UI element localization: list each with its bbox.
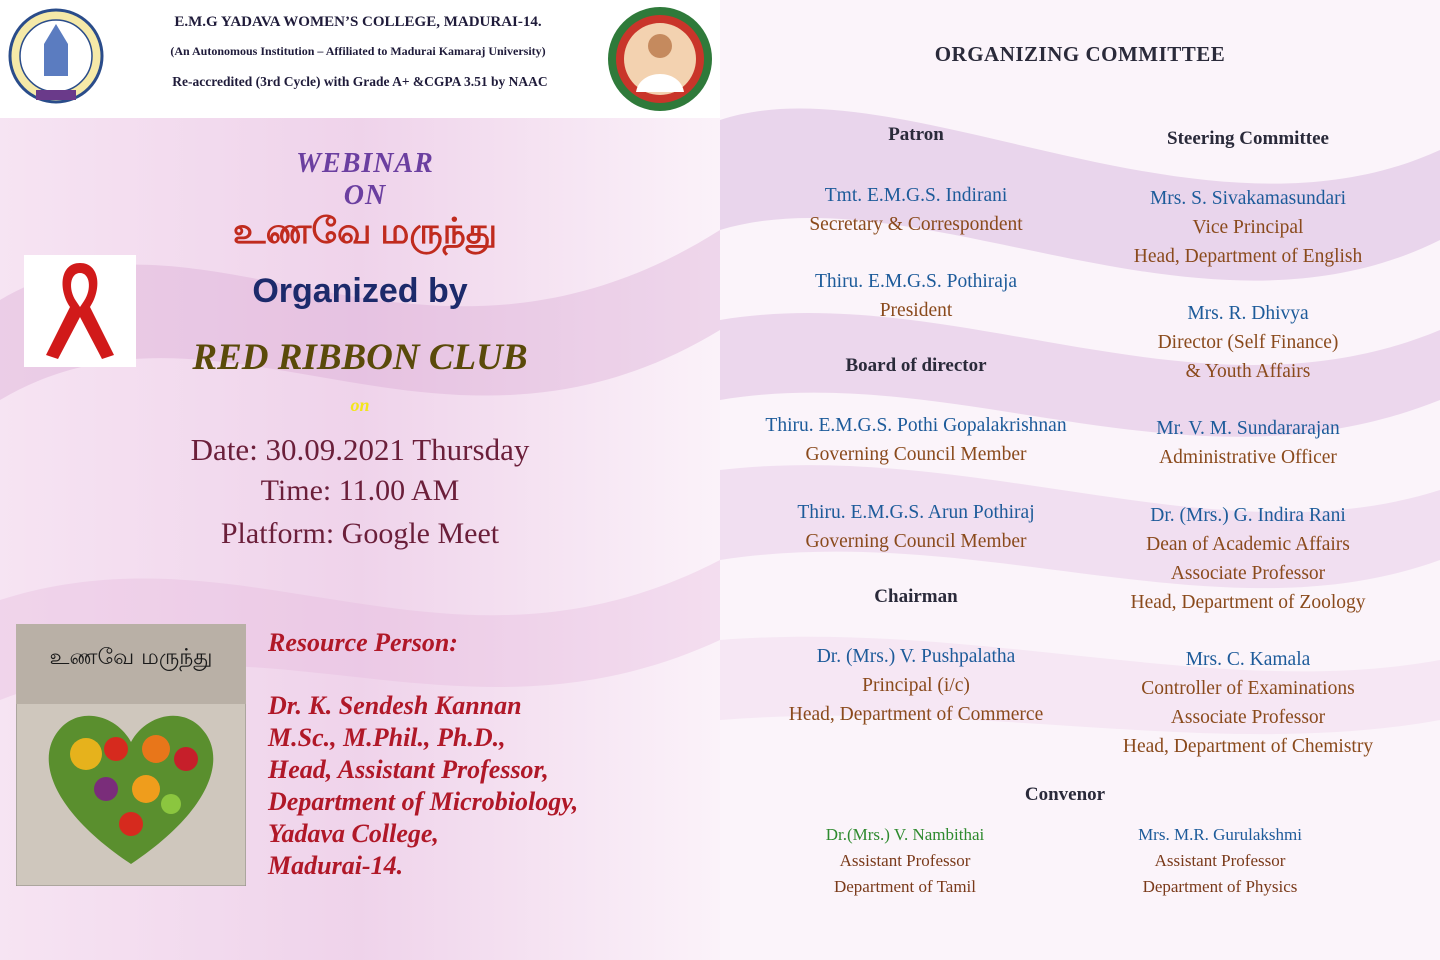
patron-2-role: President [879,300,953,321]
patron-1-role: Secretary & Correspondent [809,214,1023,235]
board-heading: Board of director [845,355,987,376]
convenor-2-role-2: Department of Physics [1142,877,1298,896]
steering-1-role-2: Head, Department of English [1133,246,1363,267]
board-1-name: Thiru. E.M.G.S. Pothi Gopalakrishnan [765,415,1067,436]
convenor-1 [760,822,1050,900]
steering-3-role-1: Administrative Officer [1159,447,1337,468]
patron-1 [716,181,1116,239]
resource-city: Madurai-14. [268,851,404,880]
event-time: Time: 11.00 AM [260,474,460,507]
patron-2 [716,267,1116,325]
college-name: E.M.G YADAVA WOMEN’S COLLEGE, MADURAI-14. [174,14,542,30]
resource-person-title: Resource Person: [268,628,458,657]
convenor-1-role-2: Department of Tamil [833,877,976,896]
webinar-heading [230,148,500,212]
convenor-1-name: Dr.(Mrs.) V. Nambithai [825,825,985,844]
steering-5 [1080,645,1416,761]
convenor-heading: Convenor [1024,784,1106,805]
chairman-role-1: Principal (i/c) [862,675,970,696]
resource-college: Yadava College, [268,819,439,848]
board-2-role: Governing Council Member [805,531,1027,552]
steering-3-name: Mr. V. M. Sundararajan [1156,418,1340,439]
organized-by: Organized by [252,272,468,310]
event-platform: Platform: Google Meet [220,517,500,550]
resource-degree: M.Sc., M.Phil., Ph.D., [268,723,506,752]
steering-1 [1080,184,1416,271]
patron-heading: Patron [888,124,944,145]
webinar-line-2: ON [343,180,387,211]
steering-4-name: Dr. (Mrs.) G. Indira Rani [1150,505,1346,526]
convenor-2-role-1: Assistant Professor [1154,851,1286,870]
steering-2-name: Mrs. R. Dhivya [1187,303,1309,324]
convenor-1-role-1: Assistant Professor [839,851,971,870]
steering-4-role-1: Dean of Academic Affairs [1146,534,1350,555]
steering-2-role-1: Director (Self Finance) [1157,332,1339,353]
steering-5-role-2: Associate Professor [1170,707,1326,728]
steering-2 [1080,299,1416,386]
steering-1-name: Mrs. S. Sivakamasundari [1149,188,1347,209]
food-heart-image [16,624,246,886]
steering-1-role-1: Vice Principal [1192,217,1304,238]
steering-4-role-3: Head, Department of Zoology [1130,592,1366,613]
red-ribbon-icon [24,255,136,367]
board-2-name: Thiru. E.M.G.S. Arun Pothiraj [797,502,1035,523]
patron-1-name: Tmt. E.M.G.S. Indirani [824,185,1008,206]
committee-title: ORGANIZING COMMITTEE [934,42,1226,66]
steering-4 [1080,501,1416,617]
resource-position: Head, Assistant Professor, [268,755,549,784]
steering-5-role-1: Controller of Examinations [1141,678,1355,699]
convenor-2-name: Mrs. M.R. Gurulakshmi [1138,825,1302,844]
resource-person-details [268,690,578,882]
steering-4-role-2: Associate Professor [1170,563,1326,584]
red-ribbon-image [24,255,136,367]
steering-5-role-3: Head, Department of Chemistry [1122,736,1374,757]
food-image-caption: உணவே மருந்து [49,645,213,670]
resource-department: Department of Microbiology, [268,787,579,816]
board-1-role: Governing Council Member [805,444,1027,465]
club-name: RED RIBBON CLUB [192,337,528,378]
resource-name: Dr. K. Sendesh Kannan [268,691,522,720]
event-date: Date: 30.09.2021 Thursday [190,432,530,467]
college-logo [6,4,106,114]
chairman-name: Dr. (Mrs.) V. Pushpalatha [816,646,1016,667]
webinar-line-1: WEBINAR [296,148,434,179]
patron-2-name: Thiru. E.M.G.S. Pothiraja [814,271,1018,292]
board-2 [716,498,1116,556]
steering-5-name: Mrs. C. Kamala [1185,649,1311,670]
founder-portrait-emblem [606,4,714,114]
steering-heading: Steering Committee [1167,128,1329,149]
convenor-2 [1075,822,1365,900]
board-1 [716,411,1116,469]
on-label: on [350,395,370,415]
chairman-heading: Chairman [874,586,958,607]
college-affiliation: (An Autonomous Institution – Affiliated to Madurai Kamaraj University) [170,44,546,58]
chairman-role-2: Head, Department of Commerce [788,704,1044,725]
tamil-title: உணவே மருந்து [232,211,498,251]
college-accreditation: Re-accredited (3rd Cycle) with Grade A+ &CGPA 3.51 by NAAC [172,74,548,89]
chairman [716,642,1116,729]
steering-3 [1080,414,1416,472]
steering-2-role-2: & Youth Affairs [1185,361,1311,382]
